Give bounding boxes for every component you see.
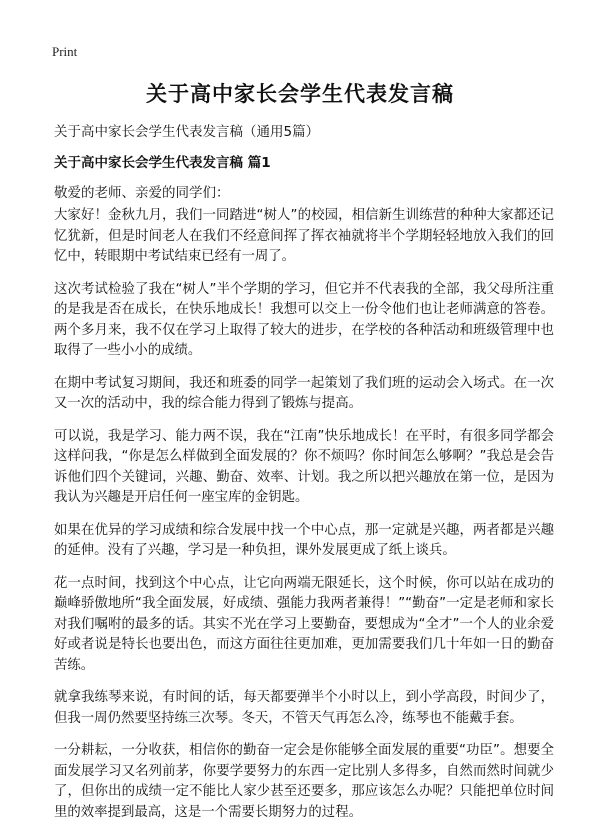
- paragraph: 可以说，我是学习、能力两不误，我在“江南”快乐地成长！在平时，有很多同学都会这样问我，“你是怎么样做到全面发展的？你不烦吗？你时间怎么够啊？”我总是会告诉他们四个关键词，兴趣、勤奋、效率、计划。我之所以把兴趣放在第一位，是因为我认为兴趣是开启任何一座宝库的金钥匙。: [54, 428, 554, 505]
- paragraph: 如果在优异的学习成绩和综合发展中找一个中心点，那一定就是兴趣，两者都是兴趣的延伸。没有了兴趣，学习是一种负担，课外发展更成了纸上谈兵。: [54, 522, 554, 558]
- print-link[interactable]: Print: [52, 44, 78, 59]
- body-text: [54, 206, 554, 835]
- greeting: 敬爱的老师、亲爱的同学们：: [54, 185, 230, 201]
- paragraph: 大家好！金秋九月，我们一同踏进“树人”的校园，相信新生训练营的种种大家都还记忆犹新，但是时间老人在我们不经意间挥了挥衣袖就将半个学期轻轻地放入我们的回忆中，转眼期中考试结束已经有一周了。: [54, 208, 554, 264]
- paragraph: 花一点时间，找到这个中心点，让它向两端无限延长，这个时候，你可以站在成功的巅峰骄傲地所“我全面发展，好成绩、强能力我两者兼得！”“勤奋”一定是老师和家长对我们嘱咐的最多的话。其实不光在学习上要勤奋，要想成为“全才”一个人的业余爱好或者说是特长也要出色，而这方面往往更加难，更加需要我们几十年如一日的勤奋苦练。: [54, 575, 554, 673]
- document-subtitle: 关于高中家长会学生代表发言稿（通用5篇）: [54, 124, 320, 140]
- paragraph: 就拿我练琴来说，有时间的话，每天都要弹半个小时以上，到小学高段，时间少了，但我一周仍然要坚持练三次琴。冬天，不管天气再怎么冷，练琴也不能戴手套。: [54, 690, 554, 726]
- page-title: 关于高中家长会学生代表发言稿: [146, 82, 454, 106]
- section-heading: 关于高中家长会学生代表发言稿 篇1: [54, 155, 271, 171]
- paragraph: 这次考试检验了我在“树人”半个学期的学习，但它并不代表我的全部，我父母所注重的是我是否在成长，在快乐地成长！我想可以交上一份令他们也让老师满意的答卷。两个多月来，我不仅在学习上取得了较大的进步，在学校的各种活动和班级管理中也取得了一些小小的成绩。: [54, 281, 554, 358]
- paragraph: 一分耕耘，一分收获，相信你的勤奋一定会是你能够全面发展的重要“功臣”。想要全面发展学习又名列前茅，你要学要努力的东西一定比别人多得多，自然而然时间就少了，但你出的成绩一定不能比人家少甚至还要多，那应该怎么办呢？只能把单位时间里的效率提到最高，这是一个需要长期努力的过程。: [54, 743, 554, 820]
- paragraph: 在期中考试复习期间，我还和班委的同学一起策划了我们班的运动会入场式。在一次又一次的活动中，我的综合能力得到了锻炼与提高。: [54, 375, 554, 411]
